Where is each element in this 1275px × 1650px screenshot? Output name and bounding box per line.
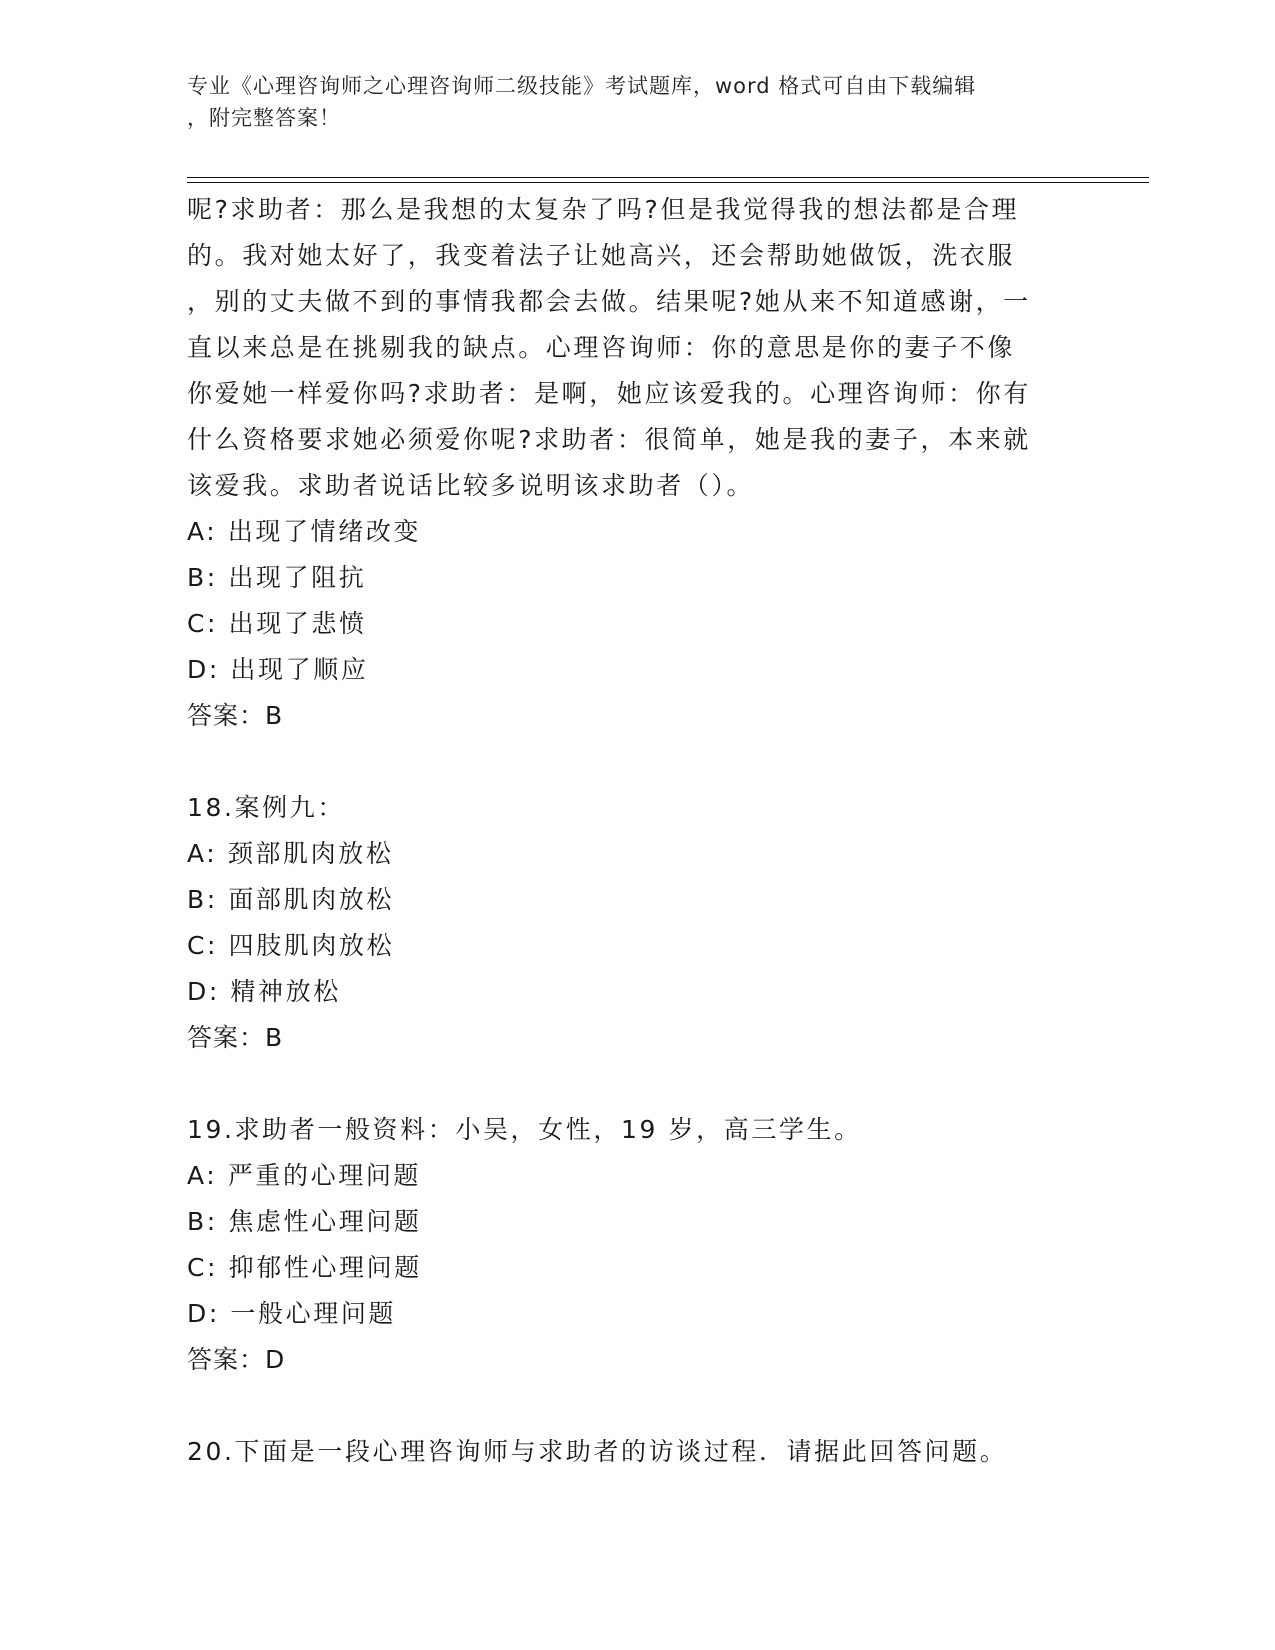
header-line-2: ，附完整答案！: [187, 106, 341, 130]
question-stem: 18.案例九：: [187, 793, 345, 822]
spacer: [187, 1061, 1087, 1107]
option-a: A: 严重的心理问题: [187, 1161, 422, 1190]
option-a: A: 出现了情绪改变: [187, 517, 422, 546]
option-a: A: 颈部肌肉放松: [187, 839, 394, 868]
option-b: B: 面部肌肉放松: [187, 885, 394, 914]
question-19: [187, 1107, 1087, 1383]
question-18: [187, 785, 1087, 1061]
option-c: C: 四肢肌肉放松: [187, 931, 395, 960]
option-d: D: 一般心理问题: [187, 1299, 397, 1328]
question-20: [187, 1429, 1087, 1475]
passage-line: 什么资格要求她必须爱你呢?求助者：很简单，她是我的妻子，本来就: [187, 425, 1031, 454]
answer-line: 答案：D: [187, 1345, 286, 1374]
header-rule-top: [187, 177, 1149, 178]
option-c: C: 抑郁性心理问题: [187, 1253, 422, 1282]
option-d: D: 出现了顺应: [187, 655, 369, 684]
option-b: B: 出现了阻抗: [187, 563, 367, 592]
question-17-continued: [187, 187, 1087, 739]
spacer: [187, 739, 1087, 785]
passage-line: 呢?求助者：那么是我想的太复杂了吗?但是我觉得我的想法都是合理: [187, 195, 1020, 224]
header-rule-bottom: [187, 182, 1149, 183]
passage-line: 你爱她一样爱你吗?求助者：是啊，她应该爱我的。心理咨询师：你有: [187, 379, 1031, 408]
passage-line: 的。我对她太好了，我变着法子让她高兴，还会帮助她做饭，洗衣服: [187, 241, 1016, 270]
document-body: [187, 187, 1087, 1475]
question-stem: 19.求助者一般资料：小吴，女性，19 岁，高三学生。: [187, 1115, 862, 1144]
answer-line: 答案：B: [187, 701, 284, 730]
answer-line: 答案：B: [187, 1023, 284, 1052]
header-line-1: 专业《心理咨询师之心理咨询师二级技能》考试题库，word 格式可自由下载编辑: [187, 74, 977, 98]
passage-line: 该爱我。求助者说话比较多说明该求助者（）。: [187, 471, 755, 500]
option-d: D: 精神放松: [187, 977, 341, 1006]
option-b: B: 焦虑性心理问题: [187, 1207, 422, 1236]
question-stem: 20.下面是一段心理咨询师与求助者的访谈过程．请据此回答问题。: [187, 1437, 1008, 1466]
passage-line: ，别的丈夫做不到的事情我都会去做。结果呢?她从来不知道感谢，一: [187, 287, 1031, 316]
option-c: C: 出现了悲愤: [187, 609, 367, 638]
passage-line: 直以来总是在挑剔我的缺点。心理咨询师：你的意思是你的妻子不像: [187, 333, 1016, 362]
page-header: [187, 70, 1087, 134]
spacer: [187, 1383, 1087, 1429]
